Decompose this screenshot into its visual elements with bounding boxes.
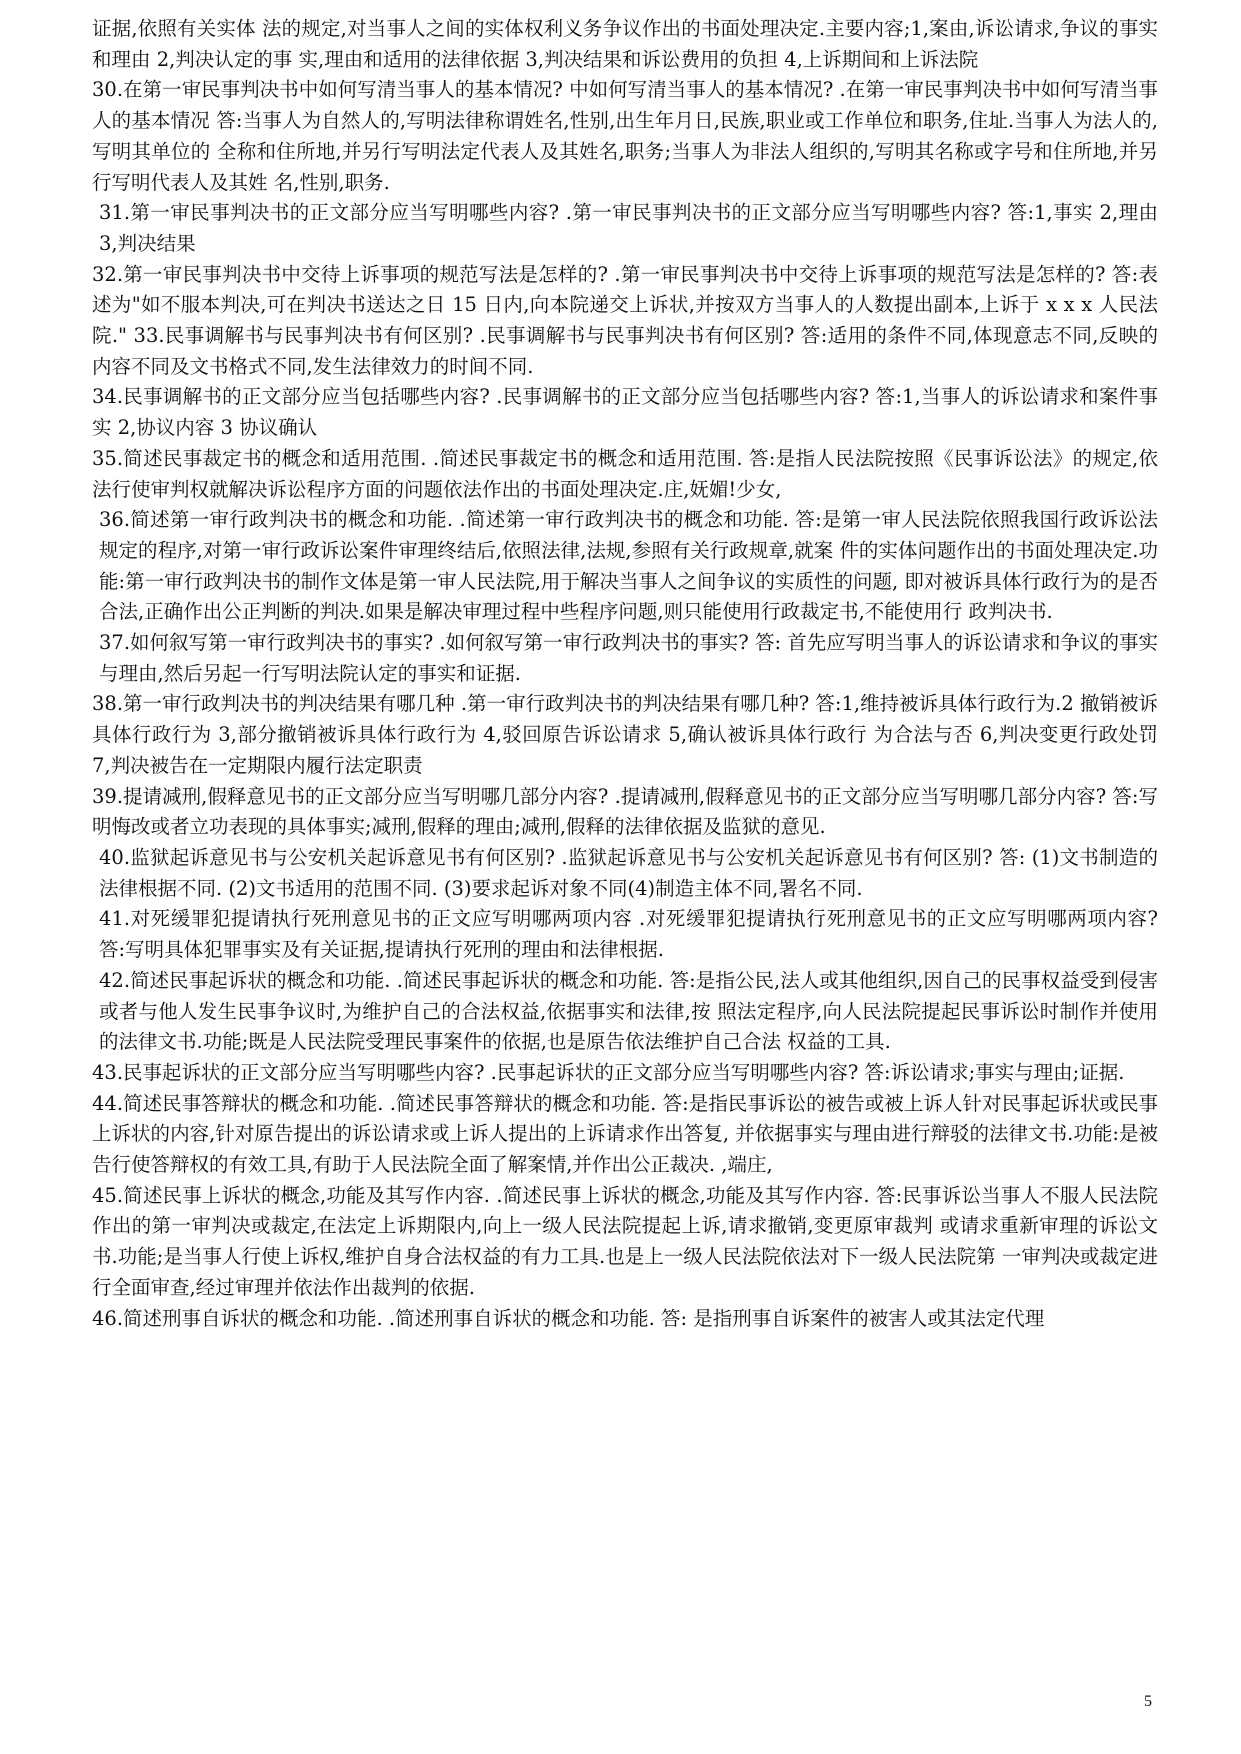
paragraph-q38: 38.第一审行政判决书的判决结果有哪几种 .第一审行政判决书的判决结果有哪几种? 答:1,维持被诉具体行政行为.2 撤销被诉具体行政行为 3,部分撤销被诉具体行政行为 4,驳回原告诉讼请求 5,确认被诉具体行政行 为合法与否 6,判决变更行政处罚 7,判决被告在一定期限内履行法定职责 xyxy=(92,692,1158,777)
paragraph-q30: 30.在第一审民事判决书中如何写清当事人的基本情况? 中如何写清当事人的基本情况? .在第一审民事判决书中如何写清当事人的基本情况 答:当事人为自然人的,写明法律称谓姓名,性别,出生年月日,民族,职业或工作单位和职务,住址.当事人为法人的,写明其单位的 全称和住所地,并另行写明法定代表人及其姓名,职务;当事人为非法人组织的,写明其名称或字号和住所地,并另行写明代表人及其姓 名,性别,职务. xyxy=(92,78,1158,194)
paragraph-q42: 42.简述民事起诉状的概念和功能. .简述民事起诉状的概念和功能. 答:是指公民,法人或其他组织,因自己的民事权益受到侵害或者与他人发生民事争议时,为维护自己的合法权益,依据事实和法律,按 照法定程序,向人民法院提起民事诉讼时制作并使用的法律文书.功能;既是人民法院受理民事案件的依据,也是原告依法维护自己合法 权益的工具. xyxy=(99,968,1158,1054)
paragraph-q34: 34.民事调解书的正文部分应当包括哪些内容? .民事调解书的正文部分应当包括哪些内容? 答:1,当事人的诉讼请求和案件事实 2,协议内容 3 协议确认 xyxy=(92,385,1158,440)
paragraph-q40: 40.监狱起诉意见书与公安机关起诉意见书有何区别? .监狱起诉意见书与公安机关起诉意见书有何区别? 答: (1)文书制造的法律根据不同. (2)文书适用的范围不同. (3)要求起诉对象不同(4)制造主体不同,署名不同. xyxy=(99,845,1158,900)
page-number: 5 xyxy=(1144,1693,1152,1710)
paragraph-q46: 46.简述刑事自诉状的概念和功能. .简述刑事自诉状的概念和功能. 答: 是指刑事自诉案件的被害人或其法定代理 xyxy=(92,1306,1045,1330)
paragraph-q43: 43.民事起诉状的正文部分应当写明哪些内容? .民事起诉状的正文部分应当写明哪些内容? 答:诉讼请求;事实与理由;证据. xyxy=(92,1060,1125,1084)
paragraph-q32-q33: 32.第一审民事判决书中交待上诉事项的规范写法是怎样的? .第一审民事判决书中交待上诉事项的规范写法是怎样的? 答:表述为"如不服本判决,可在判决书送达之日 15 日内,向本院递交上诉状,并按双方当事人的人数提出副本,上诉于 x x x 人民法院." 33.民事调解书与民事判决书有何区别? .民事调解书与民事判决书有何区别? 答:适用的条件不同,体现意志不同,反映的内容不同及文书格式不同,发生法律效力的时间不同. xyxy=(92,262,1158,378)
paragraph-q36: 36.简述第一审行政判决书的概念和功能. .简述第一审行政判决书的概念和功能. 答:是第一审人民法院依照我国行政诉讼法规定的程序,对第一审行政诉讼案件审理终结后,依照法律,法规,参照有关行政规章,就案 件的实体问题作出的书面处理决定.功能:第一审行政判决书的制作文体是第一审人民法院,用于解决当事人之间争议的实质性的问题, 即对被诉具体行政行为的是否合法,正确作出公正判断的判决.如果是解决审理过程中些程序问题,则只能使用行政裁定书,不能使用行 政判决书. xyxy=(99,508,1158,624)
paragraph-continuation: 证据,依照有关实体 法的规定,对当事人之间的实体权利义务争议作出的书面处理决定.主要内容;1,案由,诉讼请求,争议的事实和理由 2,判决认定的事 实,理由和适用的法律依据 3,判决结果和诉讼费用的负担 4,上诉期间和上诉法院 xyxy=(92,17,1158,71)
paragraph-q44: 44.简述民事答辩状的概念和功能. .简述民事答辩状的概念和功能. 答:是指民事诉讼的被告或被上诉人针对民事起诉状或民事上诉状的内容,针对原告提出的诉讼请求或上诉人提出的上诉请求作出答复, 并依据事实与理由进行辩驳的法律文书.功能:是被告行使答辩权的有效工具,有助于人民法院全面了解案情,并作出公正裁决. ,端庄, xyxy=(92,1091,1158,1177)
paragraph-q41: 41.对死缓罪犯提请执行死刑意见书的正文应写明哪两项内容 .对死缓罪犯提请执行死刑意见书的正文应写明哪两项内容? 答:写明具体犯罪事实及有关证据,提请执行死刑的理由和法律根据. xyxy=(99,907,1158,962)
paragraph-q39: 39.提请减刑,假释意见书的正文部分应当写明哪几部分内容? .提请减刑,假释意见书的正文部分应当写明哪几部分内容? 答:写明悔改或者立功表现的具体事实;减刑,假释的理由;减刑,假释的法律依据及监狱的意见. xyxy=(92,784,1158,839)
paragraph-q31: 31.第一审民事判决书的正文部分应当写明哪些内容? .第一审民事判决书的正文部分应当写明哪些内容? 答:1,事实 2,理由 3,判决结果 xyxy=(99,201,1158,255)
document-body xyxy=(92,14,1158,1334)
paragraph-q35: 35.简述民事裁定书的概念和适用范围. .简述民事裁定书的概念和适用范围. 答:是指人民法院按照《民事诉讼法》的规定,依法行使审判权就解决诉讼程序方面的问题依法作出的书面处理决定.庄,妩媚!少女, xyxy=(92,446,1158,501)
paragraph-q37: 37.如何叙写第一审行政判决书的事实? .如何叙写第一审行政判决书的事实? 答: 首先应写明当事人的诉讼请求和争议的事实与理由,然后另起一行写明法院认定的事实和证据. xyxy=(99,631,1158,685)
paragraph-q45: 45.简述民事上诉状的概念,功能及其写作内容. .简述民事上诉状的概念,功能及其写作内容. 答:民事诉讼当事人不服人民法院作出的第一审判决或裁定,在法定上诉期限内,向上一级人民法院提起上诉,请求撤销,变更原审裁判 或请求重新审理的诉讼文书.功能;是当事人行使上诉权,维护自身合法权益的有力工具.也是上一级人民法院依法对下一级人民法院第 一审判决或裁定进行全面审查,经过审理并依法作出裁判的依据. xyxy=(92,1183,1158,1299)
